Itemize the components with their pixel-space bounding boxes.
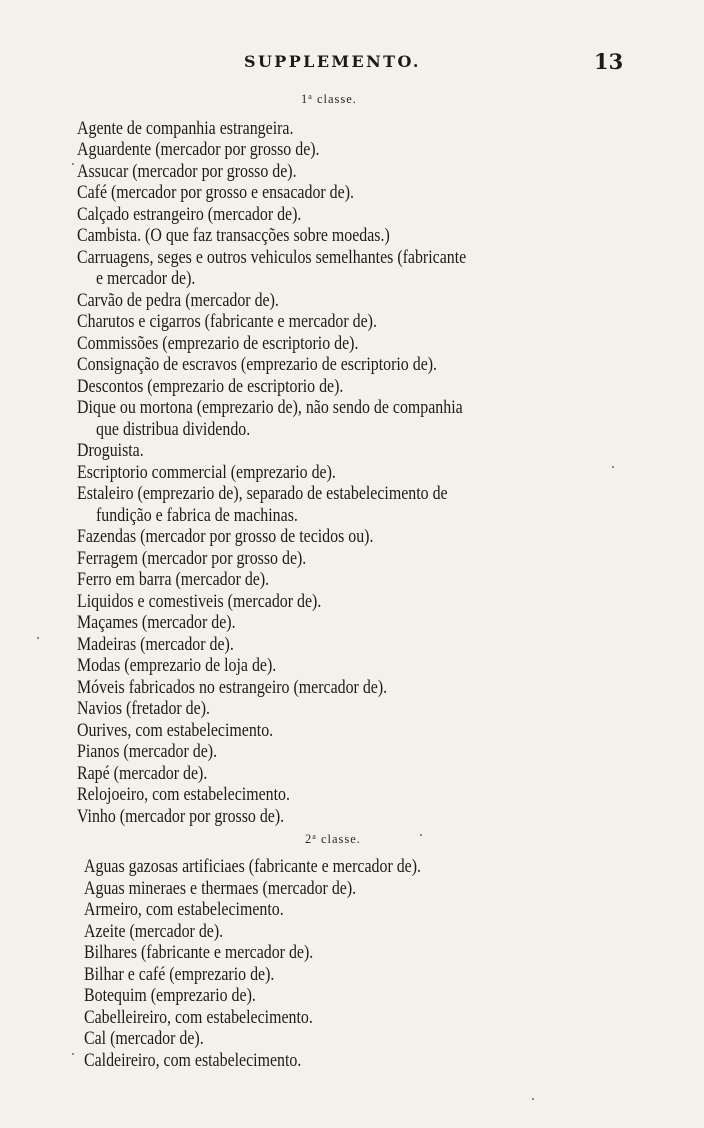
paper-speck — [532, 1098, 534, 1100]
paper-speck — [72, 1053, 74, 1055]
list-item: Aguardente (mercador por grosso de). — [77, 140, 320, 160]
list-item: Escriptorio commercial (emprezario de). — [77, 463, 336, 483]
list-item: Carruagens, seges e outros vehiculos semelhantes (fabricante — [77, 248, 467, 268]
section-heading-1a-classe — [301, 92, 357, 107]
list-item: Móveis fabricados no estrangeiro (mercador de). — [77, 678, 388, 698]
list-item: Estaleiro (emprezario de), separado de estabelecimento de — [77, 484, 448, 504]
list-item: Botequim (emprezario de). — [84, 986, 256, 1006]
list-item: Aguas mineraes e thermaes (mercador de). — [84, 879, 357, 899]
section-heading-2a-classe — [305, 832, 361, 847]
list-item: Calçado estrangeiro (mercador de). — [77, 205, 302, 225]
list-item: Cabelleireiro, com estabelecimento. — [84, 1008, 313, 1028]
list-item: Armeiro, com estabelecimento. — [84, 900, 284, 920]
list-item: Ferro em barra (mercador de). — [77, 570, 270, 590]
list-item: Charutos e cigarros (fabricante e mercador de). — [77, 312, 377, 332]
paper-speck — [72, 163, 74, 165]
list-item: Aguas gazosas artificiaes (fabricante e mercador de). — [84, 857, 422, 877]
heading-number: 2 — [305, 832, 313, 846]
heading-word: classe. — [320, 832, 361, 846]
heading-number: 1 — [301, 92, 309, 106]
list-item: Cal (mercador de). — [84, 1029, 204, 1049]
list-item: Commissões (emprezario de escriptorio de). — [77, 334, 359, 354]
paper-speck — [420, 834, 422, 836]
list-item: Pianos (mercador de). — [77, 742, 218, 762]
page-title: SUPPLEMENTO. — [244, 52, 421, 71]
list-item-continuation: e mercador de). — [96, 269, 196, 289]
list-item: Relojoeiro, com estabelecimento. — [77, 785, 290, 805]
list-item: Maçames (mercador de). — [77, 613, 236, 633]
list-item: Bilhares (fabricante e mercador de). — [84, 943, 314, 963]
list-item: Dique ou mortona (emprezario de), não sendo de companhia — [77, 398, 463, 418]
running-header — [0, 49, 704, 76]
list-item-continuation: fundição e fabrica de machinas. — [96, 506, 298, 526]
list-item: Navios (fretador de). — [77, 699, 210, 719]
list-item: Caldeireiro, com estabelecimento. — [84, 1051, 302, 1071]
heading-word: classe. — [316, 92, 357, 106]
list-item: Agente de companhia estrangeira. — [77, 119, 294, 139]
list-item: Madeiras (mercador de). — [77, 635, 234, 655]
paper-speck — [37, 637, 39, 639]
list-item: Vinho (mercador por grosso de). — [77, 807, 285, 827]
list-item: Ferragem (mercador por grosso de). — [77, 549, 307, 569]
list-item: Azeite (mercador de). — [84, 922, 224, 942]
list-item: Assucar (mercador por grosso de). — [77, 162, 297, 182]
list-item: Cambista. (O que faz transacções sobre moedas.) — [77, 226, 390, 246]
list-item: Bilhar e café (emprezario de). — [84, 965, 275, 985]
list-item: Café (mercador por grosso e ensacador de). — [77, 183, 354, 203]
heading-ordinal: a — [312, 832, 317, 841]
list-item: Descontos (emprezario de escriptorio de). — [77, 377, 344, 397]
list-item: Carvão de pedra (mercador de). — [77, 291, 279, 311]
list-item: Modas (emprezario de loja de). — [77, 656, 277, 676]
list-item: Rapé (mercador de). — [77, 764, 208, 784]
list-item: Droguista. — [77, 441, 144, 461]
list-item: Liquidos e comestiveis (mercador de). — [77, 592, 322, 612]
list-item: Fazendas (mercador por grosso de tecidos ou). — [77, 527, 374, 547]
list-item-continuation: que distribua dividendo. — [96, 420, 251, 440]
page-number: 13 — [594, 49, 624, 74]
paper-speck — [612, 466, 614, 468]
list-item: Consignação de escravos (emprezario de escriptorio de). — [77, 355, 438, 375]
list-item: Ourives, com estabelecimento. — [77, 721, 274, 741]
heading-ordinal: a — [308, 92, 313, 101]
